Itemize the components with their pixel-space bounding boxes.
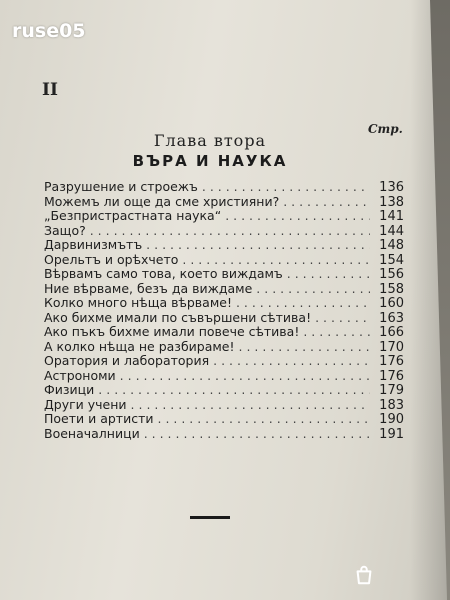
toc-entry-page: 179 [379, 383, 404, 398]
toc-entry-page: 136 [379, 180, 404, 195]
toc-entry-title: Ако бихме имали по съвършени сѣтива! [44, 309, 312, 325]
toc-entry [44, 398, 404, 413]
watermark-text: ruse05 [12, 20, 86, 42]
toc-entry [44, 383, 404, 398]
shopping-bag-icon [353, 564, 375, 586]
toc-entry-title: Поети и артисти [44, 411, 154, 426]
chapter-label: Глава втора [153, 131, 267, 150]
toc-entry-page: 183 [379, 397, 404, 413]
toc-entry-title: Ако пъкъ бихме имали повече сѣтива! [44, 324, 300, 339]
toc-leader-dots [146, 238, 370, 253]
toc-entry [44, 427, 404, 442]
toc-entry [44, 296, 404, 311]
table-of-contents [44, 180, 404, 441]
toc-entry [44, 311, 404, 326]
toc-entry [44, 180, 404, 195]
toc-entry [44, 354, 404, 369]
toc-entry-page: 176 [379, 354, 404, 369]
toc-entry [44, 253, 404, 268]
toc-leader-dots [283, 195, 370, 210]
toc-entry-title: Физици [44, 382, 95, 397]
toc-entry-page: 163 [379, 310, 404, 326]
toc-entry [44, 369, 404, 384]
toc-leader-dots [202, 180, 370, 195]
toc-leader-dots [303, 325, 370, 340]
toc-leader-dots [236, 296, 370, 311]
toc-leader-dots [131, 398, 370, 413]
toc-entry-page: 170 [379, 339, 404, 355]
toc-entry [44, 209, 404, 224]
toc-leader-dots [287, 267, 370, 282]
toc-entry-page: 156 [379, 267, 404, 282]
toc-leader-dots [120, 369, 370, 384]
toc-entry [44, 224, 404, 239]
toc-leader-dots [182, 253, 370, 268]
toc-entry-page: 166 [379, 325, 404, 340]
toc-entry-page: 148 [379, 238, 404, 253]
toc-entry-page: 176 [379, 368, 404, 384]
page-column-header: Стр. [368, 122, 403, 136]
toc-entry-title: Орельтъ и орѣхчето [44, 251, 179, 267]
toc-entry-page: 191 [379, 426, 404, 442]
toc-leader-dots [315, 311, 370, 326]
toc-entry-title: Защо? [44, 222, 86, 238]
toc-entry [44, 412, 404, 427]
toc-entry-title: Разрушение и строежъ [44, 179, 198, 194]
chapter-title: ВЪРА И НАУКА [132, 152, 288, 170]
toc-entry-title: Военачалници [44, 425, 140, 441]
toc-entry-title: Можемъ ли още да сме християни? [44, 193, 280, 209]
toc-leader-dots [144, 427, 370, 442]
toc-leader-dots [225, 209, 370, 224]
bazar-logo [353, 560, 443, 590]
toc-entry-title: „Безпристрастната наука“ [44, 208, 222, 223]
toc-leader-dots [256, 282, 370, 297]
section-rule [190, 516, 230, 519]
toc-entry-page: 160 [379, 296, 404, 311]
toc-entry [44, 195, 404, 210]
toc-entry-title: Вѣрвамъ само това, което виждамъ [44, 266, 283, 281]
toc-entry-title: Колко много нѣща вѣрваме! [44, 295, 232, 310]
toc-entry [44, 325, 404, 340]
toc-entry-page: 154 [379, 252, 404, 268]
toc-entry [44, 238, 404, 253]
page-number: II [42, 80, 58, 100]
toc-entry-page: 158 [379, 281, 404, 297]
toc-leader-dots [90, 224, 370, 239]
toc-entry [44, 267, 404, 282]
toc-entry-page: 141 [379, 209, 404, 224]
toc-entry-page: 144 [379, 223, 404, 239]
toc-entry-title: Оратория и лаборатория [44, 353, 210, 368]
toc-leader-dots [98, 383, 370, 398]
toc-leader-dots [213, 354, 370, 369]
toc-entry-title: Дарвинизмътъ [44, 237, 143, 252]
toc-entry-title: А колко нѣща не разбираме! [44, 338, 235, 354]
toc-leader-dots [158, 412, 371, 427]
toc-entry-title: Астрономи [44, 367, 116, 383]
toc-entry-page: 138 [379, 194, 404, 210]
toc-leader-dots [239, 340, 371, 355]
toc-entry-title: Ние вѣрваме, безъ да виждаме [44, 280, 253, 296]
toc-entry [44, 282, 404, 297]
toc-entry-title: Други учени [44, 396, 127, 412]
toc-entry [44, 340, 404, 355]
toc-entry-page: 190 [379, 412, 404, 427]
